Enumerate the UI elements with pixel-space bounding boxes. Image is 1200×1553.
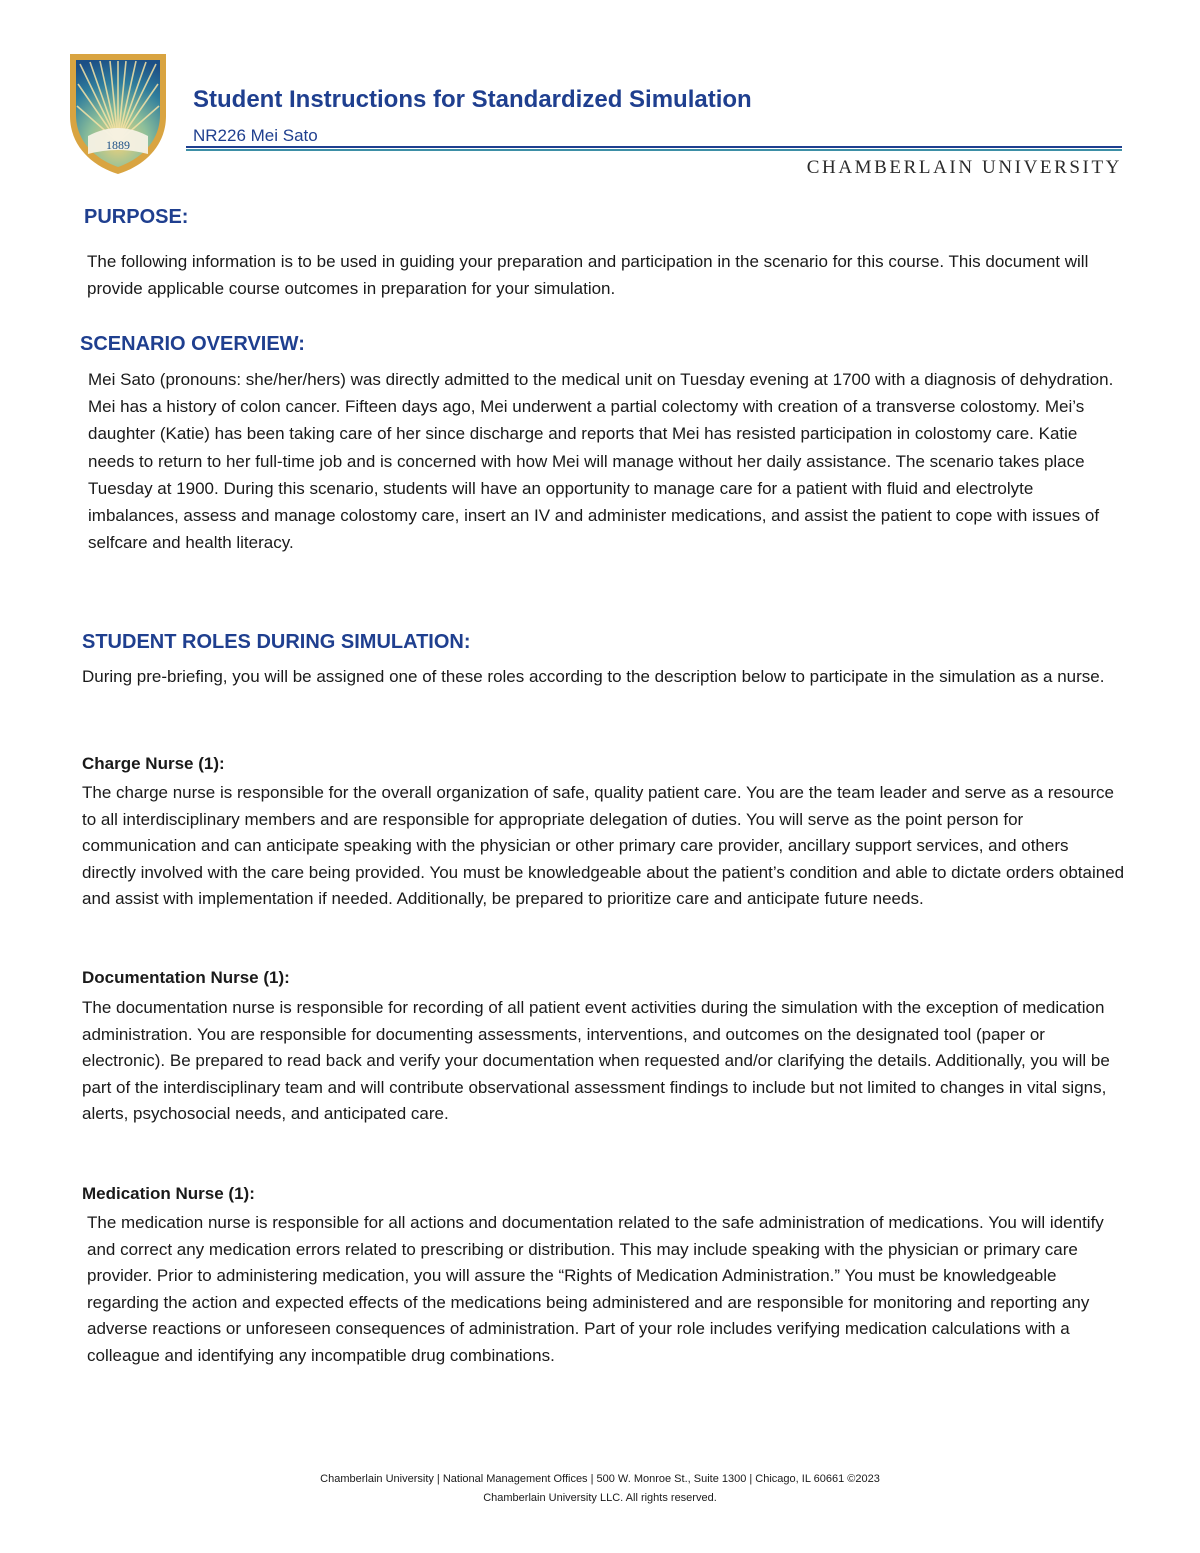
logo-year: 1889 <box>106 138 130 152</box>
scenario-overview-text: Mei Sato (pronouns: she/her/hers) was directly admitted to the medical unit on Tuesday evening at 1700 with a diagnosis of dehydration. Mei has a history of colon cancer. Fifteen days ago, Mei underwent a partial colectomy with creation of a transverse colostomy. Mei’s daughter (Katie) has been taking care of her since discharge and reports that Mei has resisted participation in colostomy care. Katie needs to return to her full-time job and is concerned with how Mei will manage without her daily assistance. The scenario takes place Tuesday at 1900. During this scenario, students will have an opportunity to manage care for a patient with fluid and electrolyte imbalances, assess and manage colostomy care, insert an IV and administer medications, and assist the patient to cope with issues of selfcare and health literacy. <box>88 370 1114 553</box>
document-title: Student Instructions for Standardized Simulation <box>193 86 752 113</box>
documentation-nurse-text: The documentation nurse is responsible for recording of all patient event activities during the simulation with the exception of medication administration. You are responsible for documenting assessments, interventions, and outcomes on the designated tool (paper or electronic). Be prepared to read back and verify your documentation when requested and/or clarifying the details. Additionally, you will be part of the interdisciplinary team and will contribute observational assessment findings to include but not limited to changes in vital signs, alerts, psychosocial needs, and anticipated care. <box>82 998 1110 1124</box>
medication-nurse-text: The medication nurse is responsible for all actions and documentation related to the safe administration of medications. You will identify and correct any medication errors related to prescribing or distribution. This may include speaking with the physician or primary care provider. Prior to administering medication, you will assure the “Rights of Medication Administration.” You must be knowledgeable regarding the action and expected effects of the medications being administered and are responsible for monitoring and reporting any adverse reactions or unforeseen consequences of administration. Part of your role includes verifying medication calculations with a colleague and identifying any incompatible drug combinations. <box>87 1213 1104 1365</box>
student-roles-intro: During pre-briefing, you will be assigned one of these roles according to the description below to participate in the simulation as a nurse. <box>82 667 1105 686</box>
scenario-overview-heading: SCENARIO OVERVIEW: <box>80 333 305 355</box>
header-divider <box>186 146 1122 148</box>
purpose-text: The following information is to be used in guiding your preparation and participation in the scenario for this course. This document will provide applicable course outcomes in preparation for your simulation. <box>87 252 1089 298</box>
header-divider-accent <box>186 149 1122 151</box>
documentation-nurse-heading: Documentation Nurse (1): <box>82 968 290 987</box>
medication-nurse-heading: Medication Nurse (1): <box>82 1184 255 1203</box>
chamberlain-shield-logo-icon <box>66 50 170 176</box>
purpose-heading: PURPOSE: <box>84 206 189 228</box>
charge-nurse-heading: Charge Nurse (1): <box>82 754 225 773</box>
footer-address: Chamberlain University | National Management Offices | 500 W. Monroe St., Suite 1300 | Chicago, IL 60661 ©2023 <box>320 1473 880 1485</box>
document-subtitle: NR226 Mei Sato <box>193 126 318 145</box>
footer-copyright: Chamberlain University LLC. All rights reserved. <box>483 1492 717 1504</box>
university-wordmark: CHAMBERLAIN UNIVERSITY <box>806 157 1122 178</box>
student-roles-heading: STUDENT ROLES DURING SIMULATION: <box>82 631 471 653</box>
charge-nurse-text: The charge nurse is responsible for the overall organization of safe, quality patient care. You are the team leader and serve as a resource to all interdisciplinary members and are responsible for appropriate delegation of duties. You will serve as the point person for communication and can anticipate speaking with the physician or other primary care provider, ancillary support services, and others directly involved with the care being provided. You must be knowledgeable about the patient’s condition and able to dictate orders obtained and assist with implementation if needed. Additionally, be prepared to prioritize care and anticipate future needs. <box>82 783 1125 909</box>
